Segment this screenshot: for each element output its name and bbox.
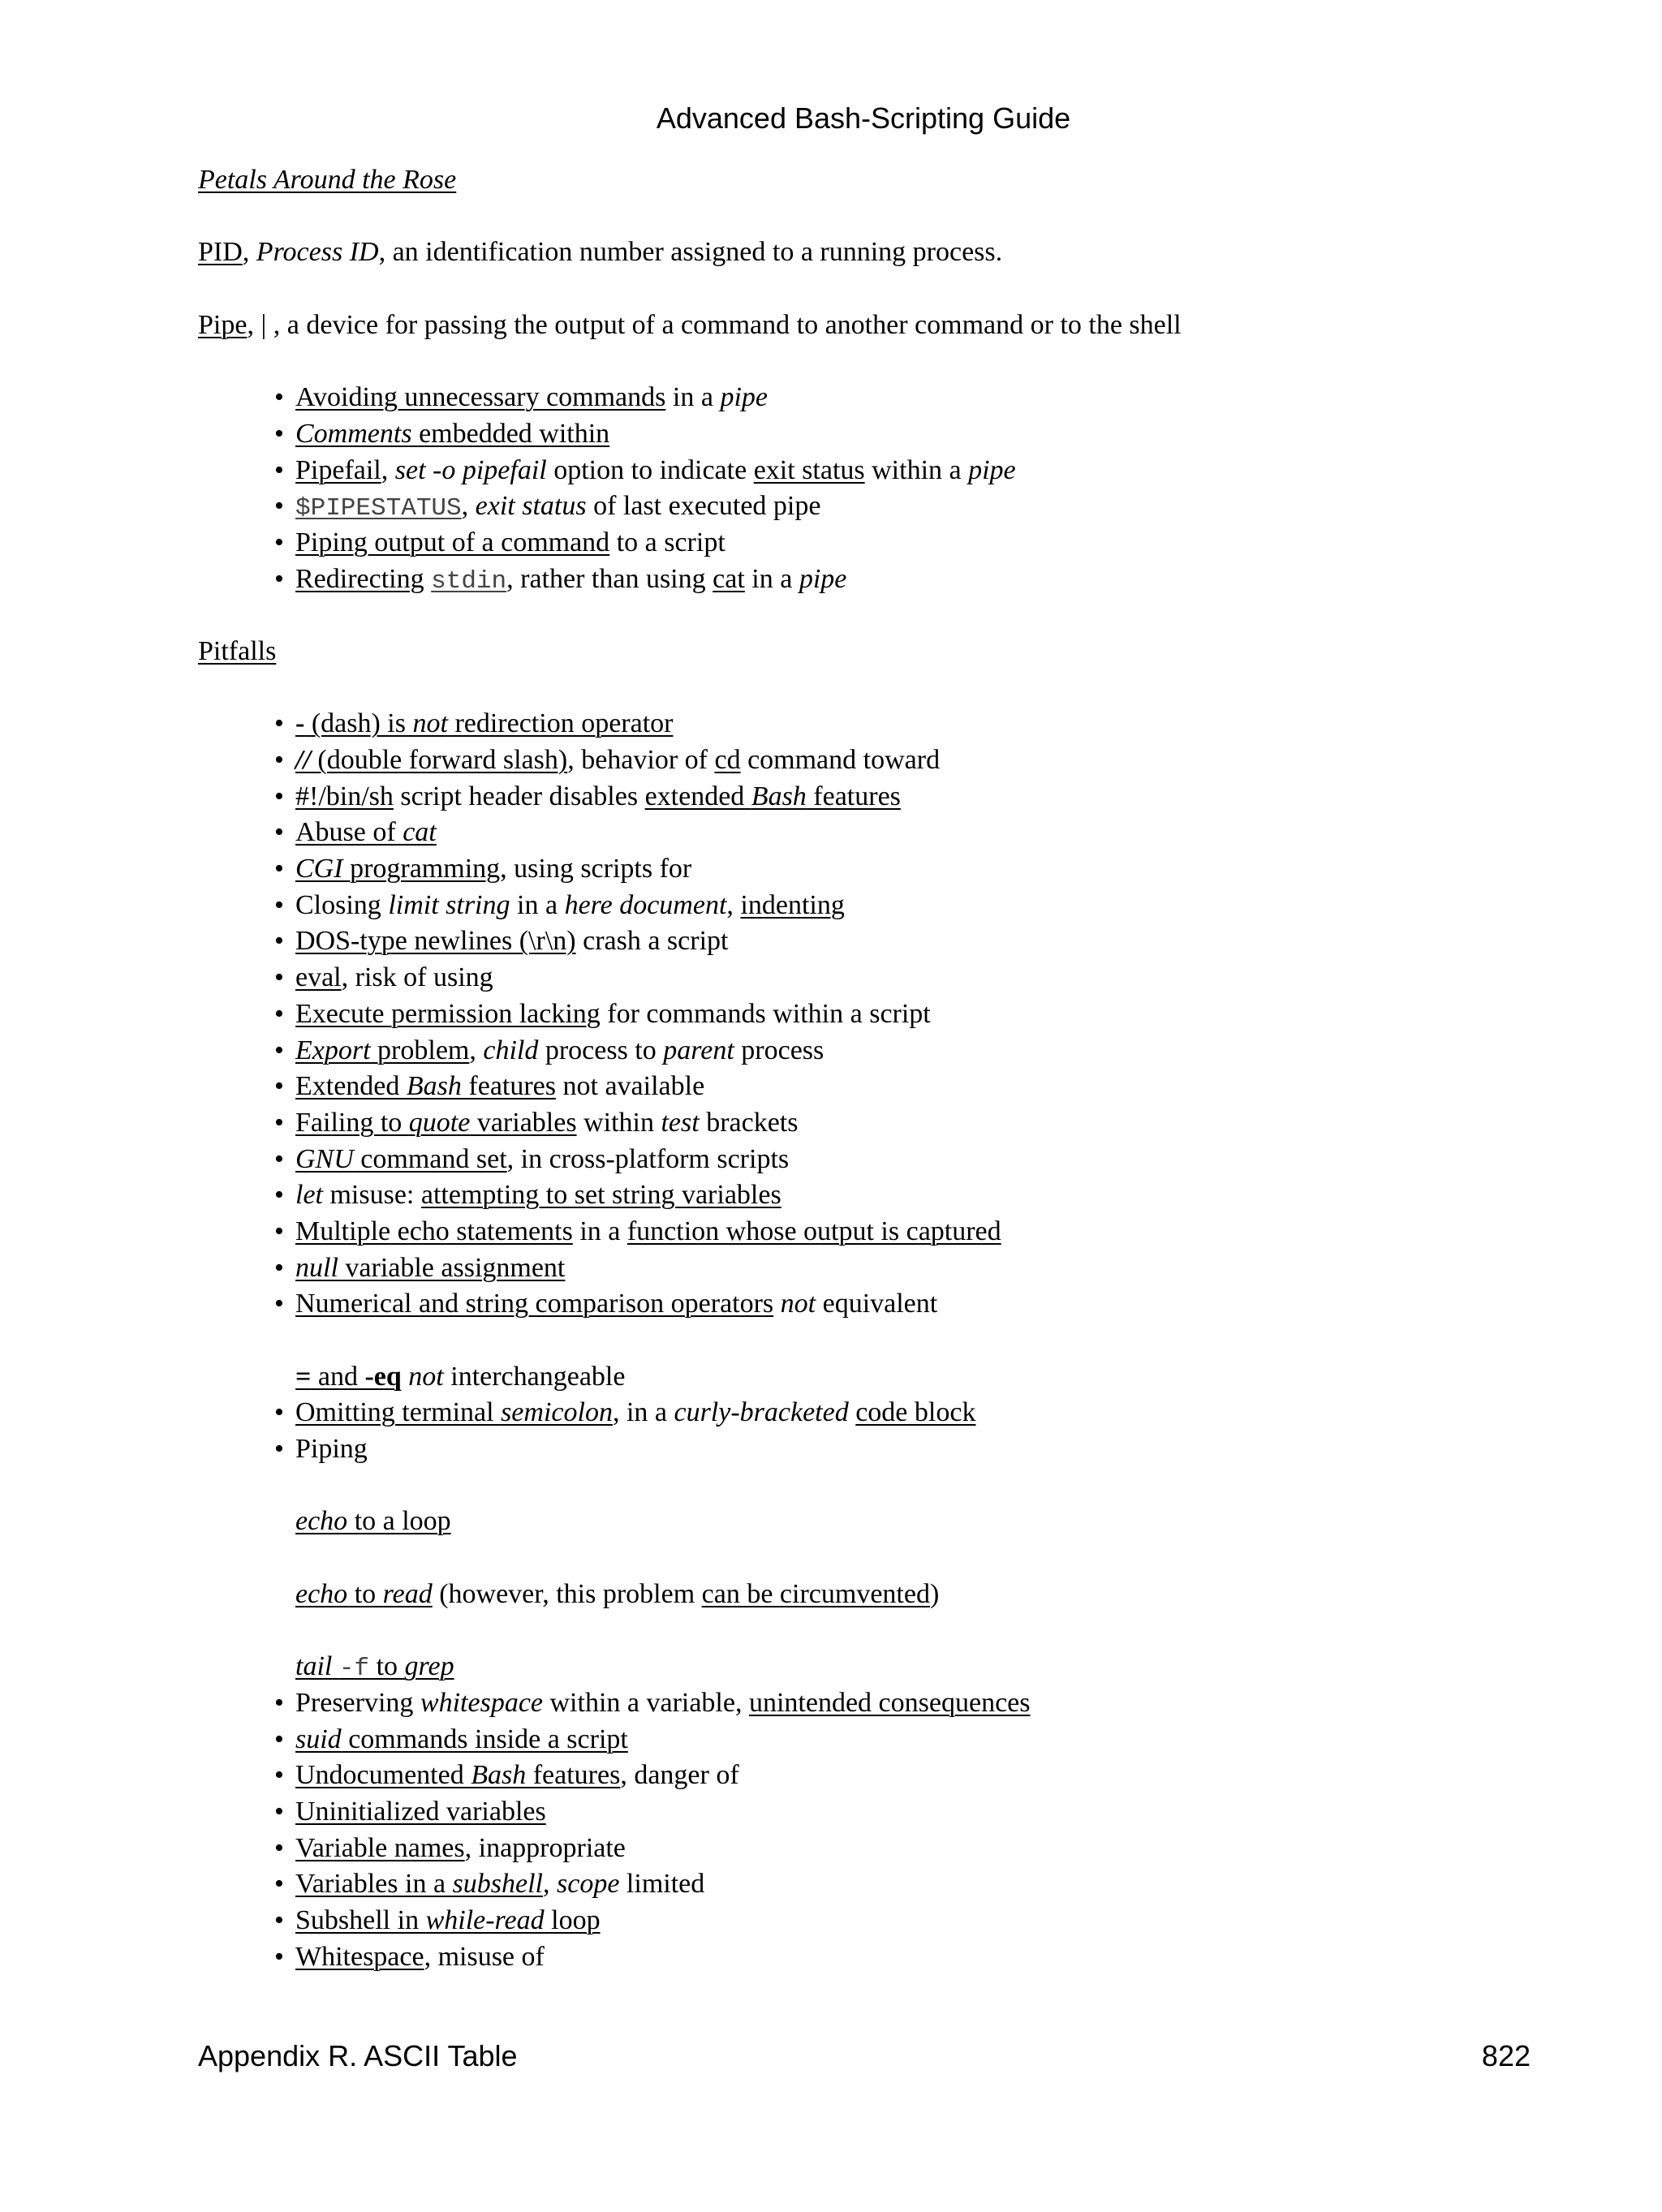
bullet-icon: • — [274, 708, 284, 739]
bullet-icon: • — [274, 745, 284, 775]
bullet-icon: • — [274, 1941, 284, 1972]
list-item: • eval, risk of using — [198, 960, 1578, 996]
list-item: • Abuse of cat — [198, 815, 1578, 851]
bullet-icon: • — [274, 1434, 284, 1465]
bullet-icon: • — [274, 454, 284, 485]
bullet-icon: • — [274, 926, 284, 957]
list-item: • suid commands inside a script — [198, 1722, 1578, 1758]
bullet-icon: • — [274, 1397, 284, 1428]
bullet-icon: • — [274, 1252, 284, 1283]
list-item: • Whitespace, misuse of — [198, 1939, 1578, 1976]
list-item: • #!/bin/sh script header disables extended Bash features — [198, 779, 1578, 816]
bullet-icon: • — [274, 527, 284, 557]
list-item: • Piping — [198, 1431, 1578, 1468]
list-item: • Redirecting stdin, rather than using cat in a pipe — [198, 562, 1578, 598]
list-item: • Numerical and string comparison operators not equivalent — [198, 1286, 1578, 1323]
bullet-icon: • — [274, 491, 284, 522]
list-subitem: = and -eq not interchangeable — [295, 1361, 626, 1392]
list-item: • Piping output of a command to a script — [198, 525, 1578, 562]
list-item: • null variable assignment — [198, 1250, 1578, 1287]
pipe-list — [198, 380, 1578, 597]
list-item: • Export problem, child process to parent process — [198, 1033, 1578, 1069]
list-item: • Comments embedded within — [198, 416, 1578, 453]
bullet-icon: • — [274, 817, 284, 848]
bullet-icon: • — [274, 1143, 284, 1174]
bullet-icon: • — [274, 563, 284, 594]
petals-link[interactable]: Petals Around the Rose — [198, 165, 457, 195]
list-subitem: echo to a loop — [295, 1506, 451, 1537]
bullet-icon: • — [274, 854, 284, 884]
pipe-link[interactable]: Pipe — [198, 309, 248, 340]
pitfalls-list — [198, 706, 1578, 1323]
list-item: • let misuse: attempting to set string variables — [198, 1177, 1578, 1214]
list-item: • Undocumented Bash features, danger of — [198, 1758, 1578, 1794]
list-item: • Avoiding unnecessary commands in a pipe — [198, 380, 1578, 416]
list-item: • Preserving whitespace within a variable, unintended consequences — [198, 1685, 1578, 1722]
list-item: • CGI programming, using scripts for — [198, 851, 1578, 888]
list-subitem: tail -f to grep — [295, 1651, 454, 1684]
list-item: • Closing limit string in a here document, indenting — [198, 888, 1578, 924]
index-content — [198, 162, 1578, 1975]
list-item: • // (double forward slash), behavior of cd command toward — [198, 742, 1578, 779]
footer-chapter: Appendix R. ASCII Table — [198, 2039, 518, 2072]
list-item: • Omitting terminal semicolon, in a curly-bracketed code block — [198, 1395, 1578, 1431]
pitfalls-link[interactable]: Pitfalls — [198, 635, 277, 666]
bullet-icon: • — [274, 382, 284, 413]
bullet-icon: • — [274, 781, 284, 811]
list-item: • Failing to quote variables within test brackets — [198, 1105, 1578, 1142]
bullet-icon: • — [274, 1796, 284, 1827]
bullet-icon: • — [274, 1180, 284, 1211]
list-item: • - (dash) is not redirection operator — [198, 706, 1578, 742]
list-item: • Variables in a subshell, scope limited — [198, 1866, 1578, 1903]
bullet-icon: • — [274, 1289, 284, 1319]
bullet-icon: • — [274, 418, 284, 449]
list-item: • Uninitialized variables — [198, 1794, 1578, 1831]
list-item: • Multiple echo statements in a function whose output is captured — [198, 1214, 1578, 1250]
bullet-icon: • — [274, 1724, 284, 1754]
list-item: • Extended Bash features not available — [198, 1069, 1578, 1105]
bullet-icon: • — [274, 1216, 284, 1246]
list-item: • Variable names, inappropriate — [198, 1831, 1578, 1867]
page-header: Advanced Bash-Scripting Guide — [656, 101, 1071, 135]
bullet-icon: • — [274, 1687, 284, 1718]
entry-pitfalls — [198, 634, 1578, 670]
bullet-icon: • — [274, 1107, 284, 1138]
bullet-icon: • — [274, 1869, 284, 1900]
list-item: • $PIPESTATUS, exit status of last executed pipe — [198, 488, 1578, 525]
list-item: • GNU command set, in cross-platform scripts — [198, 1142, 1578, 1178]
bullet-icon: • — [274, 1832, 284, 1863]
pitfalls-list-continued — [198, 1395, 1578, 1467]
list-subitem: echo to read (however, this problem can be circumvented) — [295, 1578, 940, 1609]
list-item: • Pipefail, set -o pipefail option to indicate exit status within a pipe — [198, 453, 1578, 489]
bullet-icon: • — [274, 1035, 284, 1065]
page-number: 822 — [1481, 2039, 1531, 2072]
list-item: • Execute permission lacking for commands within a script — [198, 996, 1578, 1033]
bullet-icon: • — [274, 1071, 284, 1102]
bullet-icon: • — [274, 1760, 284, 1791]
bullet-icon: • — [274, 998, 284, 1029]
list-item: • Subshell in while-read loop — [198, 1903, 1578, 1939]
pid-link[interactable]: PID — [198, 237, 243, 268]
bullet-icon: • — [274, 889, 284, 920]
pitfalls-list-final — [198, 1685, 1578, 1976]
entry-petals — [198, 162, 1578, 199]
entry-pipe: Pipe, | , a device for passing the output of a command to another command or to the shell — [198, 309, 1182, 340]
list-item: • DOS-type newlines (\r\n) crash a script — [198, 923, 1578, 960]
entry-pid: PID, Process ID, an identification number assigned to a running process. — [198, 237, 1003, 268]
bullet-icon: • — [274, 962, 284, 993]
bullet-icon: • — [274, 1905, 284, 1935]
